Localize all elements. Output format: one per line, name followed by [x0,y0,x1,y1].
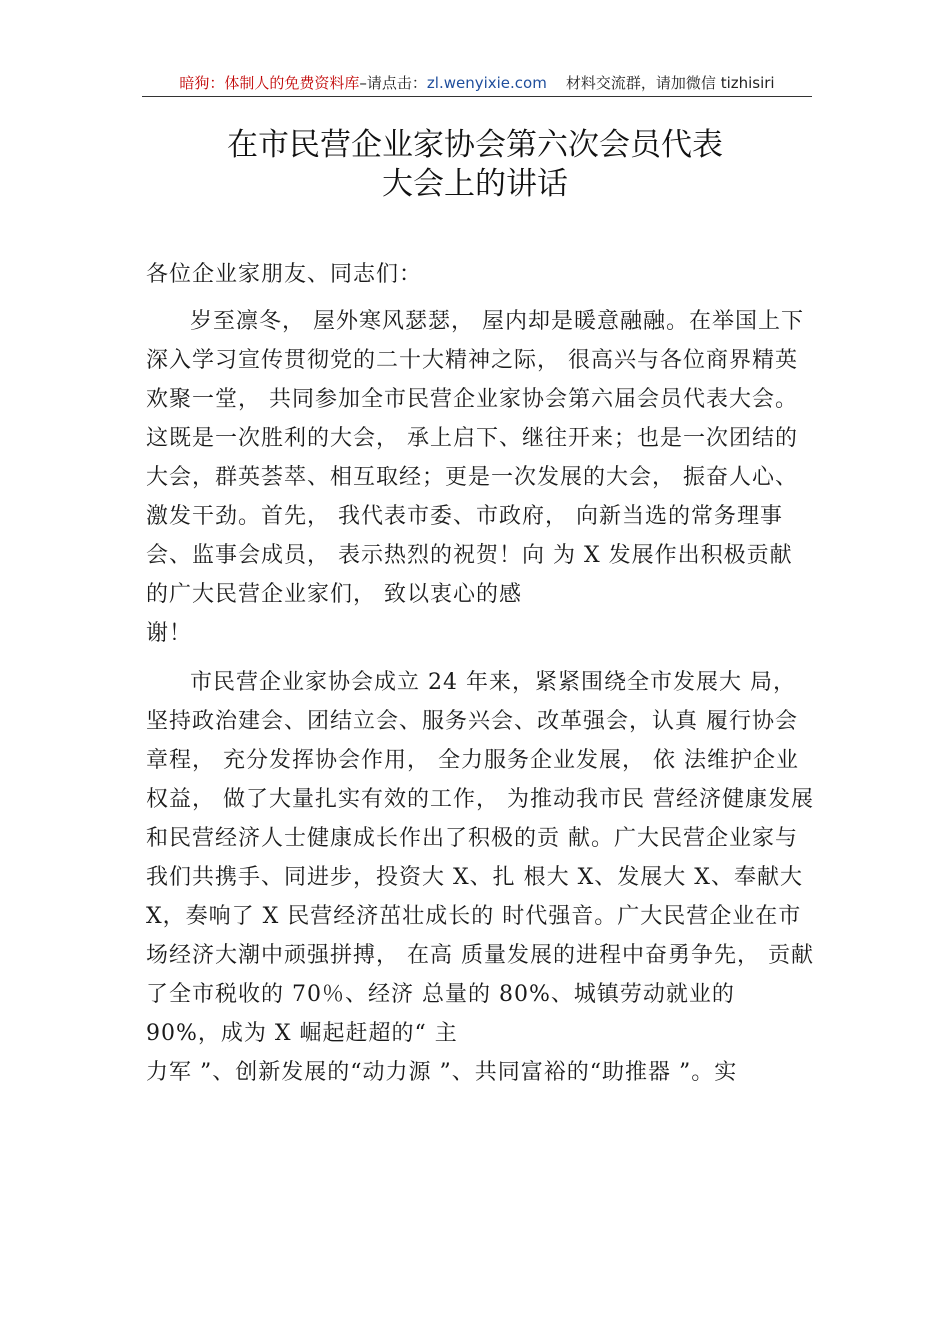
header-contact: 材料交流群，请加微信 tizhisiri [565,74,775,92]
paragraph-2: 市民营企业家协会成立 24 年来，紧紧围绕全市发展大 局， 坚持政治建会、团结立会、服务兴会、改革强会，认真 履行协会章程， 充分发挥协会作用， 全力服务企业发展， 依 法维护企业权益， 做了大量扎实有效的工作， 为推动我市民 营经济健康发展和民营经济人士健康成长作出了积极的贡 献。广大民营企业家与我们共携手、同进步，投资大 X、扎 根大 X、发展大 X、奉献大 X，奏响了 X 民营经济茁壮成长的 时代强音。广大民营企业在市场经济大潮中顽强拼搏， 在高 质量发展的进程中奋勇争先， 贡献了全市税收的 70％、经济 总量的 80%、城镇劳动就业的 90%，成为 X 崛起赶超的“ 主 [146,670,814,1046]
title-line-2: 大会上的讲话 [382,166,568,202]
header-site-name: 暗狗：体制人的免费资料库 [179,74,360,92]
header-click-prompt: –请点击： [359,74,427,92]
title-line-1: 在市民营企业家协会第六次会员代表 [227,127,723,163]
header-link[interactable]: zl.wenyixie.com [426,74,547,92]
paragraph-2-tail: 力军 ”、创新发展的“动力源 ”、共同富裕的“助推器 ”。实 [146,1060,738,1085]
paragraph-1-tail: 谢！ [146,621,193,646]
salutation: 各位企业家朋友、同志们： [146,262,423,287]
paragraph-1: 岁至凛冬， 屋外寒风瑟瑟， 屋内却是暖意融融。在举国上下深入学习宣传贯彻党的二十大精神之际， 很高兴与各位商界精英欢聚一堂， 共同参加全市民营企业家协会第六届会员代表大会。这既是一次胜利的大会， 承上启下、继往开来；也是一次团结的大会，群英荟萃、相互取经；更是一次发展的大会， 振奋人心、激发干劲。首先， 我代表市委、市政府， 向新当选的常务理事会、监事会成员， 表示热烈的祝贺！向 为 X 发展作出积极贡献的广大民营企业家们， 致以衷心的感 [146,309,804,607]
page-header [142,72,812,97]
document-body [146,255,814,1092]
document-title [140,126,810,204]
